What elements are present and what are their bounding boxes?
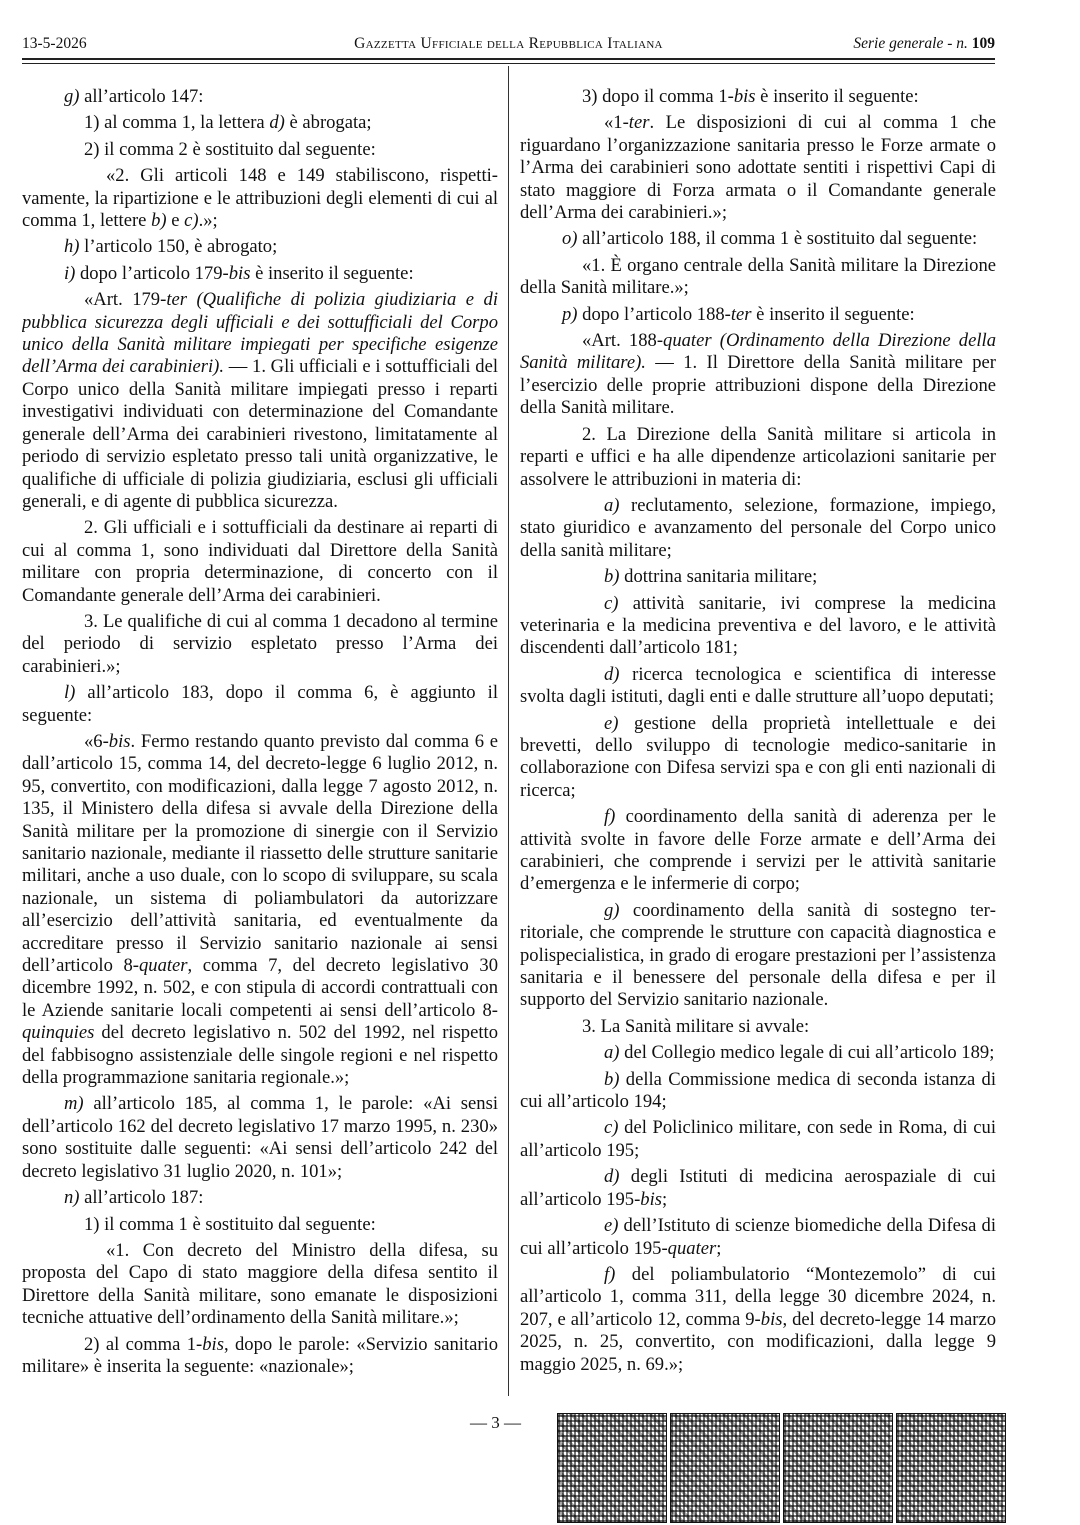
paragraph (520, 1166, 996, 1211)
paragraph (520, 1042, 996, 1064)
text-run: b) (151, 210, 167, 232)
paragraph (520, 713, 996, 803)
page-header (22, 32, 995, 56)
text-run: all’articolo 147: (79, 86, 204, 107)
text-run: . Fermo restando quanto previsto dal comma 6 e dall’articolo 15, comma 14, del decreto-legge 6 luglio 2012, n. 95, convertito, con modificazioni, dalla legge 7 agosto 2012, n. 135, il Ministero della difesa si avvale della Direzione della Sanità militare per la promozione di sinergie con il Servizio sanitario nazionale, mediante il riassetto delle strutture sanitarie militari, anche a uso duale, con lo scopo di sviluppare, su scala nazionale, un sistema di poliambulatori da autorizzare all’esercizio dell’attività sanitaria, ed eventualmente da accreditare presso il Servizio sanitario nazionale ai sensi dell’articolo 8- (22, 730, 498, 977)
paragraph (520, 304, 996, 326)
paragraph (22, 1240, 498, 1330)
text-run: 1) il comma 1 è sostituito dal seguente: (84, 1213, 376, 1235)
text-run: bis (228, 262, 251, 284)
text-run: «2. Gli articoli 148 e 149 stabiliscono, rispettivamente, la ripartizione e le attribuzioni degli elementi di cui al comma 1, lettere (22, 165, 498, 232)
paragraph (520, 330, 996, 420)
text-run: d) (604, 1166, 620, 1188)
text-run: o) (562, 228, 578, 250)
series-label (853, 32, 995, 56)
paragraph (520, 1215, 996, 1260)
paragraph (22, 236, 498, 258)
text-run: ter (Qualifiche di polizia giudiziaria e di pubblica sicurezza degli ufficiali e dei sottufficiali del Corpo unico della Sanità militare impiegati per specifiche esigenze dell’Arma dei carabinieri). (22, 289, 498, 378)
series-label-text: Serie generale - n. (853, 35, 968, 52)
gazette-title: Gazzetta Ufficiale della Repubblica Italiana (354, 35, 663, 52)
text-run: c) (604, 1117, 619, 1139)
text-run: del decreto legislativo n. 502 del 1992, nel rispetto del fabbisogno assistenziale delle singole regioni e nel rispetto della programmazione sanitaria regionale.»; (22, 1022, 498, 1089)
text-run: h) (64, 236, 80, 258)
text-run: della Commissione medica di seconda istanza di cui all’articolo 194; (520, 1068, 996, 1113)
paragraph (520, 86, 996, 108)
paragraph (22, 139, 498, 161)
text-run: quater (667, 1237, 717, 1259)
paragraph (22, 263, 498, 285)
text-run: ricerca tecnologica e scientifica di interesse svolta dagli istituti, dagli enti e dalle strutture all’uopo deputati; (520, 663, 996, 708)
paragraph (22, 682, 498, 727)
text-run: quinquies (22, 1022, 95, 1044)
column-divider (508, 66, 509, 1396)
paragraph (520, 1264, 996, 1376)
paragraph (22, 1187, 498, 1209)
paragraph (520, 1117, 996, 1162)
text-run: n) (64, 1187, 80, 1209)
barcode-image (896, 1413, 1006, 1523)
barcode-image (557, 1413, 667, 1523)
text-run: dell’Istituto di scienze biomediche della Difesa di cui all’articolo 195- (520, 1215, 996, 1259)
text-run: , comma 7, del decreto legislativo 30 dicembre 1992, n. 502, e con stipula di accordi contrattuali con le Aziende sanitarie locali competenti ai sensi dell’articolo 8- (22, 955, 498, 1021)
text-run: «1- (604, 112, 629, 134)
text-run: m) (64, 1093, 84, 1115)
text-run: all’articolo 185, al comma 1, le parole: «Ai sensi dell’articolo 162 del decreto legislativo 17 marzo 1995, n. 230» sono sostituite dalle seguenti: «Ai sensi dell’articolo 242 del decreto legislativo 31 luglio 2020, n. 101»; (22, 1093, 498, 1182)
paragraph (520, 900, 996, 1012)
text-run: — 1. Gli ufficiali e i sottufficiali del Corpo unico della Sanità militare impiegati presso i reparti investigativi individuati con determinazione del Comandante generale dell’Arma dei carabinieri rivestono, limitatamente al periodo di servizio espletato presso tali unità organizzative, le qualifiche di ufficiale di polizia giudiziaria, esclusi gli ufficiali generali, e di agente di pubblica sicurezza. (22, 356, 498, 512)
text-run: 2) al comma 1- (84, 1333, 203, 1355)
text-run: . Le disposizioni di cui al comma 1 che riguardano l’organizzazione sanitaria presso le Forze armate o l’Arma dei carabinieri sono adottate sentiti i rispettivi Capi di stato maggiore di Forza armata o il Comandante generale dell’Arma dei carabinieri.»; (520, 112, 996, 224)
text-run: dottrina sanitaria militare; (619, 566, 818, 588)
paragraph (22, 517, 498, 607)
text-run: gestione della proprietà intellettuale e dei brevetti, dello sviluppo di tecnologie medico-sanitarie in collaborazione con Difesa servizi spa e con gli enti nazionali di ricerca; (520, 712, 996, 801)
text-run: i) (64, 262, 76, 284)
text-run: dopo l’articolo 179- (75, 262, 229, 284)
text-run: g) (604, 899, 620, 921)
text-run: attività sanitarie, ivi comprese la medicina veterinaria e la medicina preventiva e del lavoro, e le attività discendenti dall’articolo 181; (520, 592, 996, 659)
header-rule-thin (22, 63, 995, 64)
text-run: quater (138, 955, 188, 977)
text-run: «6- (84, 730, 109, 752)
text-run: l) (64, 682, 76, 704)
text-run: a) (604, 494, 620, 516)
text-run: degli Istituti di medicina aerospaziale di cui all’articolo 195- (520, 1166, 996, 1210)
text-run: ; (662, 1188, 668, 1210)
text-run: quater (Ordinamento della Direzione della Sanità militare). (520, 330, 996, 374)
page-number: — 3 — (470, 1413, 521, 1432)
text-run: coordinamento della sanità di aderenza per le attività svolte in favore delle Forze armate e dell’Arma dei carabinieri, che comprende i servizi per le attività sanitarie d’emergenza e le infermerie di corpo; (520, 806, 996, 895)
text-run: 3. La Sanità militare si avvale: (582, 1015, 810, 1037)
paragraph (22, 611, 498, 678)
text-run: «Art. 188- (582, 330, 664, 352)
text-run: «Art. 179- (84, 289, 167, 311)
text-run: l’articolo 150, è abrogato; (79, 236, 278, 258)
paragraph (22, 86, 498, 108)
series-number: 109 (971, 35, 995, 52)
text-run: d) (604, 663, 620, 685)
text-run: p) (562, 303, 578, 325)
text-run: .»; (198, 210, 218, 232)
text-run: a) (604, 1042, 620, 1064)
text-run: e (166, 210, 185, 232)
text-run: 3. Le qualifiche di cui al comma 1 decadono al termine del periodo di servizio espletato presso l’Arma dei carabinieri.»; (22, 610, 498, 677)
paragraph (520, 424, 996, 491)
right-column (520, 86, 996, 1396)
text-run: 2) il comma 2 è sostituito dal seguente: (84, 138, 376, 160)
text-run: all’articolo 188, il comma 1 è sostituito dal seguente: (577, 228, 978, 250)
text-run: g) (64, 86, 80, 107)
header-rule-thick (22, 58, 995, 60)
paragraph (22, 112, 498, 134)
left-column (22, 86, 498, 1396)
text-run: dopo l’articolo 188- (577, 303, 731, 325)
paragraph (22, 731, 498, 1090)
text-run: — 1. Il Direttore della Sanità militare per l’esercizio delle proprie attribuzioni dispone della Direzione della Sanità militare. (520, 352, 996, 419)
text-run: «1. È organo centrale della Sanità militare la Direzione della Sanità militare.»; (520, 254, 996, 299)
issue-date: 13-5-2026 (22, 35, 87, 52)
text-run: bis (202, 1333, 224, 1355)
paragraph (520, 1016, 996, 1038)
paragraph (520, 255, 996, 300)
text-run: c) (604, 592, 619, 614)
text-run: 1) al comma 1, la lettera (84, 112, 270, 134)
text-run: 3) dopo il comma 1- (582, 86, 734, 107)
barcode-image (783, 1413, 893, 1523)
text-run: e) (604, 1215, 619, 1237)
paragraph (22, 289, 498, 513)
text-run: all’articolo 183, dopo il comma 6, è aggiunto il seguente: (22, 682, 498, 726)
text-run: reclutamento, selezione, formazione, impiego, stato giuridico e avanzamento del personale del Corpo unico della sanità militare; (520, 494, 996, 561)
text-run: coordinamento della sanità di sostegno territoriale, che comprende le strutture con capacità diagnostica e polispecialistica, in grado di erogare prestazioni per l’assistenza sanitaria e il benessere del personale della difesa e per il supporto del Servizio sanitario nazionale. (520, 899, 996, 1011)
paragraph (520, 495, 996, 562)
text-run: bis (733, 86, 756, 107)
text-run: f) (604, 806, 616, 828)
text-run: del Policlinico militare, con sede in Roma, di cui all’articolo 195; (520, 1117, 996, 1161)
text-run: ter (730, 303, 752, 325)
paragraph (22, 1334, 498, 1379)
text-run: b) (604, 1068, 620, 1090)
paragraph (520, 806, 996, 896)
text-run: d) (269, 112, 285, 134)
text-run: b) (604, 566, 620, 588)
text-run: è abrogata; (284, 112, 372, 134)
paragraph (520, 593, 996, 660)
text-run: f) (604, 1263, 616, 1285)
text-run: è inserito il seguente: (250, 262, 414, 284)
text-run: bis (640, 1188, 662, 1210)
text-run: e) (604, 712, 619, 734)
paragraph (22, 1093, 498, 1183)
text-run: è inserito il seguente: (755, 86, 919, 107)
text-run: del poliambulatorio “Montezemolo” di cui all’articolo 1, comma 311, della legge 30 dicembre 2024, n. 207, e all’articolo 12, comma 9- (520, 1263, 996, 1330)
text-run: , del decreto-legge 14 marzo 2025, n. 25, convertito, con modificazioni, dalla legge 9 maggio 2025, n. 69.»; (520, 1308, 996, 1375)
text-run: è inserito il seguente: (751, 303, 915, 325)
text-run: 2. La Direzione della Sanità militare si articola in reparti e uffici e ha alle dipendenze articolazioni sanitarie per assolvere le attribuzioni in materia di: (520, 423, 996, 490)
paragraph (520, 112, 996, 224)
text-run: del Collegio medico legale di cui all’articolo 189; (619, 1042, 995, 1064)
text-run: bis (760, 1308, 783, 1330)
paragraph (520, 664, 996, 709)
text-run: 2. Gli ufficiali e i sottufficiali da destinare ai reparti di cui al comma 1, sono individuati dal Direttore della Sanità militare con propria determinazione, di concerto con il Comandante generale dell’Arma dei carabinieri. (22, 517, 498, 606)
text-run: «1. Con decreto del Ministro della difesa, su proposta del Capo di stato maggiore della difesa sentito il Direttore della Sanità militare, sono emanate le disposizioni tecniche attuative dell’ordinamento della Sanità militare.»; (22, 1239, 498, 1329)
text-run: ter (628, 112, 650, 134)
text-run: ; (716, 1237, 722, 1259)
paragraph (520, 1069, 996, 1114)
paragraph (520, 228, 996, 250)
text-run: c) (184, 210, 199, 232)
text-run: all’articolo 187: (79, 1187, 204, 1209)
paragraph (520, 566, 996, 588)
text-run: , dopo le parole: «Servizio sanitario militare» è inserita la seguente: «nazionale»; (22, 1333, 498, 1377)
paragraph (22, 1214, 498, 1236)
text-run: bis (108, 730, 131, 752)
paragraph (22, 165, 498, 232)
barcode-image (670, 1413, 780, 1523)
